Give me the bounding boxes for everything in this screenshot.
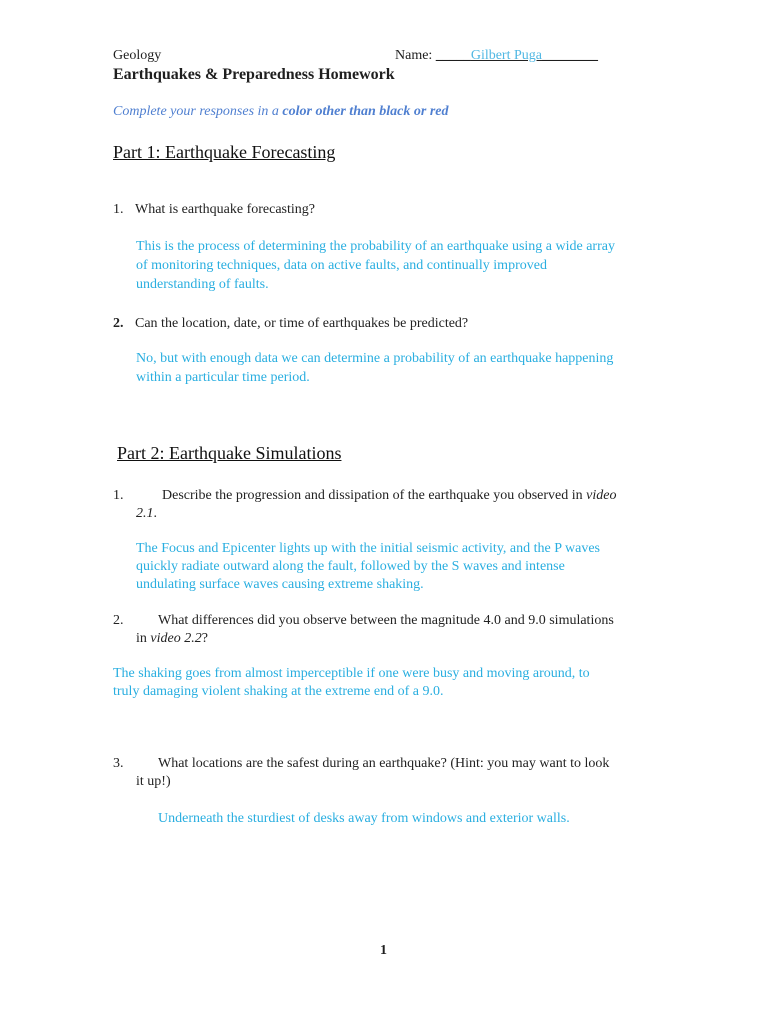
student-name: Gilbert Puga — [470, 48, 542, 63]
question-text: Can the location, date, or time of earthquakes be predicted? — [135, 316, 469, 331]
answer-line: of monitoring techniques, data on active faults, and continually improved — [136, 258, 547, 273]
part2-heading: Part 2: Earthquake Simulations — [117, 443, 342, 463]
name-blank-pre: _____ — [435, 48, 471, 63]
part1-question-2 — [113, 315, 468, 333]
question-line2-end: . — [153, 506, 157, 521]
question-text: What differences did you observe between the magnitude 4.0 and 9.0 simulations — [158, 613, 614, 628]
part2-answer-3: Underneath the sturdiest of desks away from windows and exterior walls. — [158, 811, 570, 826]
part2-answer-1 — [136, 540, 600, 594]
part1-heading: Part 1: Earthquake Forecasting — [113, 142, 336, 162]
question-text: What locations are the safest during an earthquake? (Hint: you may want to look — [158, 756, 610, 771]
answer-line: truly damaging violent shaking at the extreme end of a 9.0. — [113, 684, 444, 699]
part2-question-3 — [113, 755, 609, 791]
question-text: What is earthquake forecasting? — [135, 202, 315, 217]
name-label: Name: — [395, 48, 436, 63]
answer-line: No, but with enough data we can determine a probability of an earthquake happening — [136, 351, 614, 366]
question-number: 2. — [113, 316, 124, 331]
instruction-emphasis: color other than black or red — [282, 104, 449, 119]
question-number: 3. — [113, 756, 124, 771]
part2-question-2 — [113, 612, 614, 648]
answer-line: This is the process of determining the probability of an earthquake using a wide array — [136, 239, 615, 254]
document-title: Earthquakes & Preparedness Homework — [113, 66, 395, 83]
question-italic: video 2.2 — [150, 631, 202, 646]
part1-answer-1 — [136, 237, 615, 294]
answer-line: The Focus and Epicenter lights up with the initial seismic activity, and the P waves — [136, 541, 600, 556]
question-line2: it up!) — [136, 774, 171, 789]
name-field — [395, 48, 598, 64]
question-line2-pre: in — [136, 631, 151, 646]
subject-label: Geology — [113, 48, 162, 63]
question-number: 1. — [113, 488, 124, 503]
question-number: 2. — [113, 613, 124, 628]
part1-answer-2 — [136, 349, 613, 387]
answer-line: undulating surface waves causing extreme shaking. — [136, 577, 424, 592]
instruction-lead: Complete your responses in a — [113, 104, 283, 119]
question-text: Describe the progression and dissipation of the earthquake you observed in — [162, 488, 587, 503]
instruction-text — [113, 104, 449, 120]
part1-question-1 — [113, 201, 315, 219]
page-number: 1 — [380, 943, 387, 958]
name-blank-post: ________ — [541, 48, 598, 63]
part2-question-1 — [113, 487, 617, 523]
part2-answer-2 — [113, 665, 590, 701]
answer-line: understanding of faults. — [136, 277, 269, 292]
answer-line: The shaking goes from almost imperceptible if one were busy and moving around, to — [113, 666, 590, 681]
answer-line: within a particular time period. — [136, 370, 310, 385]
question-italic: video — [586, 488, 617, 503]
question-number: 1. — [113, 202, 124, 217]
question-line2-end: ? — [201, 631, 208, 646]
answer-line: quickly radiate outward along the fault, followed by the S waves and intense — [136, 559, 565, 574]
question-italic-line2: 2.1 — [136, 506, 154, 521]
